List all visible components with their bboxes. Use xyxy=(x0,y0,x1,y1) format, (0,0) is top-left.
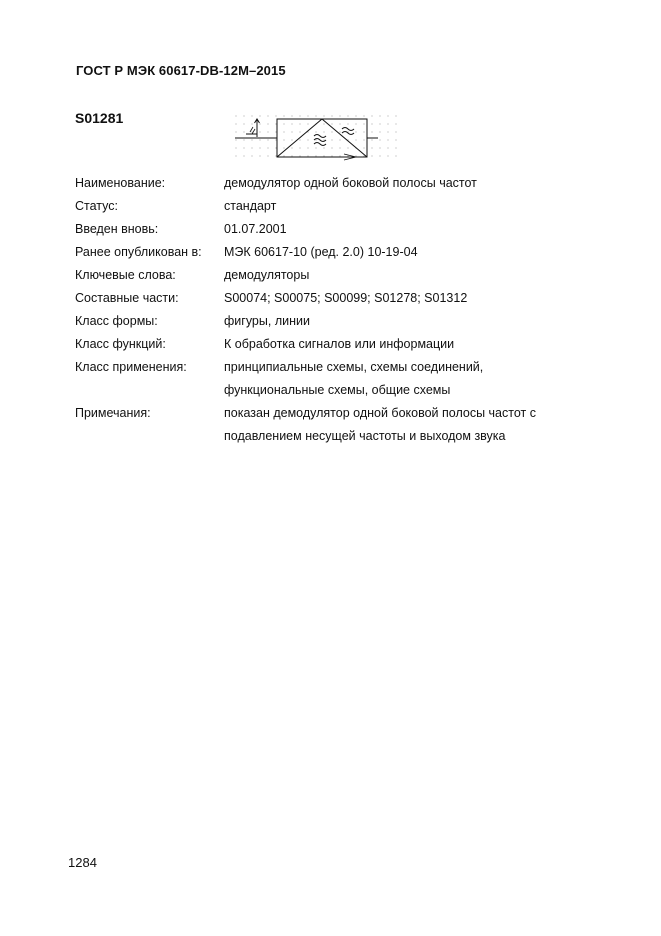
grid-dot xyxy=(331,131,332,132)
attribute-table xyxy=(75,172,595,448)
field-label: Класс функций: xyxy=(75,337,166,351)
grid-dot xyxy=(243,123,244,124)
grid-dot xyxy=(267,131,268,132)
grid-dot xyxy=(379,131,380,132)
field-values xyxy=(224,310,595,333)
grid-dot xyxy=(243,139,244,140)
grid-dot xyxy=(267,115,268,116)
grid-dot xyxy=(315,131,316,132)
grid-dot xyxy=(307,155,308,156)
grid-dot xyxy=(307,123,308,124)
field-value-line: МЭК 60617-10 (ред. 2.0) 10-19-04 xyxy=(224,245,418,259)
grid-dot xyxy=(387,155,388,156)
grid-dot xyxy=(339,147,340,148)
grid-dot xyxy=(275,139,276,140)
grid-dot xyxy=(283,123,284,124)
grid-dot xyxy=(331,115,332,116)
grid-dot xyxy=(299,139,300,140)
grid-dot xyxy=(339,123,340,124)
grid-dot xyxy=(291,123,292,124)
grid-dot xyxy=(395,131,396,132)
grid-dot xyxy=(331,155,332,156)
grid-dot xyxy=(283,139,284,140)
field-value-line: принципиальные схемы, схемы соединений, xyxy=(224,360,484,374)
field-values xyxy=(224,287,595,310)
grid-dot xyxy=(235,155,236,156)
grid-dot xyxy=(251,123,252,124)
field-label: Ранее опубликован в: xyxy=(75,245,202,259)
field-label: Класс формы: xyxy=(75,314,158,328)
grid-dot xyxy=(379,147,380,148)
grid-dot xyxy=(323,131,324,132)
grid-dot xyxy=(235,123,236,124)
grid-dot xyxy=(267,139,268,140)
grid-dot xyxy=(371,115,372,116)
grid-dot xyxy=(323,115,324,116)
grid-dot xyxy=(299,131,300,132)
field-row xyxy=(75,287,595,310)
grid-dot xyxy=(323,139,324,140)
grid-dot xyxy=(379,115,380,116)
grid-dot xyxy=(259,131,260,132)
field-values xyxy=(224,195,595,218)
grid-dot xyxy=(347,123,348,124)
grid-dot xyxy=(315,139,316,140)
grid-dot xyxy=(291,115,292,116)
field-label: Составные части: xyxy=(75,291,179,305)
grid-dot xyxy=(291,139,292,140)
grid-dot xyxy=(355,123,356,124)
grid-dot xyxy=(243,147,244,148)
field-values xyxy=(224,402,595,448)
field-label: Класс применения: xyxy=(75,360,187,374)
field-value-line: фигуры, линии xyxy=(224,314,310,328)
grid-dot xyxy=(323,147,324,148)
grid-dot xyxy=(355,115,356,116)
field-row xyxy=(75,172,595,195)
symbol-drawing xyxy=(235,119,378,160)
grid-dot xyxy=(299,147,300,148)
field-label: Ключевые слова: xyxy=(75,268,176,282)
field-values xyxy=(224,333,595,356)
grid-dot xyxy=(307,147,308,148)
grid-dot xyxy=(315,155,316,156)
grid-dot xyxy=(339,155,340,156)
box-diagonal-left xyxy=(277,119,322,157)
grid-dot xyxy=(395,139,396,140)
grid-dot xyxy=(387,147,388,148)
grid-dots xyxy=(235,115,396,156)
grid-dot xyxy=(275,115,276,116)
field-row xyxy=(75,333,595,356)
tilde-1c xyxy=(314,143,326,146)
grid-dot xyxy=(275,131,276,132)
field-row xyxy=(75,218,595,241)
grid-dot xyxy=(251,139,252,140)
field-row xyxy=(75,310,595,333)
tilde-1a xyxy=(314,135,326,138)
field-value-line: показан демодулятор одной боковой полосы частот с xyxy=(224,406,536,420)
suppression-hatch xyxy=(250,127,255,134)
field-row xyxy=(75,195,595,218)
grid-dot xyxy=(387,123,388,124)
grid-dot xyxy=(275,155,276,156)
grid-dot xyxy=(283,155,284,156)
grid-dot xyxy=(251,115,252,116)
grid-dot xyxy=(323,155,324,156)
field-value-line: подавлением несущей частоты и выходом звука xyxy=(224,429,506,443)
grid-dot xyxy=(387,139,388,140)
grid-dot xyxy=(267,155,268,156)
grid-dot xyxy=(347,115,348,116)
field-value-line: 01.07.2001 xyxy=(224,222,287,236)
field-values xyxy=(224,218,595,241)
field-values xyxy=(224,264,595,287)
grid-dot xyxy=(395,147,396,148)
grid-dot xyxy=(363,115,364,116)
field-values xyxy=(224,172,595,195)
grid-dot xyxy=(363,147,364,148)
field-value-line: демодуляторы xyxy=(224,268,310,282)
document-header: ГОСТ Р МЭК 60617-DB-12M–2015 xyxy=(76,63,286,78)
symbol-code: S01281 xyxy=(75,110,124,126)
grid-dot xyxy=(387,115,388,116)
grid-dot xyxy=(379,123,380,124)
grid-dot xyxy=(243,115,244,116)
grid-dot xyxy=(387,131,388,132)
grid-dot xyxy=(243,131,244,132)
grid-dot xyxy=(275,123,276,124)
grid-dot xyxy=(331,147,332,148)
grid-dot xyxy=(235,139,236,140)
grid-dot xyxy=(331,139,332,140)
field-value-line: демодулятор одной боковой полосы частот xyxy=(224,176,477,190)
grid-dot xyxy=(267,123,268,124)
grid-dot xyxy=(307,139,308,140)
demodulator-symbol-figure xyxy=(232,114,402,164)
field-values xyxy=(224,241,595,264)
box-diagonal-right xyxy=(322,119,367,157)
field-label: Введен вновь: xyxy=(75,222,159,236)
field-value-line: стандарт xyxy=(224,199,277,213)
field-value-line: К обработка сигналов или информации xyxy=(224,337,455,351)
grid-dot xyxy=(259,155,260,156)
converter-box xyxy=(277,119,367,157)
grid-dot xyxy=(307,115,308,116)
grid-dot xyxy=(283,115,284,116)
grid-dot xyxy=(371,139,372,140)
grid-dot xyxy=(235,147,236,148)
grid-dot xyxy=(339,139,340,140)
grid-dot xyxy=(251,155,252,156)
grid-dot xyxy=(283,131,284,132)
grid-dot xyxy=(371,123,372,124)
grid-dot xyxy=(355,131,356,132)
grid-dot xyxy=(235,115,236,116)
grid-dot xyxy=(243,155,244,156)
grid-dot xyxy=(291,147,292,148)
grid-dot xyxy=(283,147,284,148)
grid-dot xyxy=(363,123,364,124)
grid-dot xyxy=(339,115,340,116)
field-row xyxy=(75,241,595,264)
grid-dot xyxy=(235,131,236,132)
field-row xyxy=(75,264,595,287)
field-label: Наименование: xyxy=(75,176,166,190)
field-label: Примечания: xyxy=(75,406,151,420)
grid-dot xyxy=(363,139,364,140)
field-values xyxy=(224,356,595,402)
grid-dot xyxy=(371,155,372,156)
grid-dot xyxy=(331,123,332,124)
grid-dot xyxy=(339,131,340,132)
grid-dot xyxy=(395,155,396,156)
field-value-line: S00074; S00075; S00099; S01278; S01312 xyxy=(224,291,468,305)
page-number: 1284 xyxy=(68,855,97,870)
grid-dot xyxy=(291,155,292,156)
grid-dot xyxy=(259,123,260,124)
grid-dot xyxy=(299,123,300,124)
grid-dot xyxy=(363,155,364,156)
grid-dot xyxy=(315,147,316,148)
grid-dot xyxy=(371,147,372,148)
grid-dot xyxy=(291,131,292,132)
grid-dot xyxy=(363,131,364,132)
grid-dot xyxy=(251,147,252,148)
grid-dot xyxy=(315,115,316,116)
grid-dot xyxy=(259,139,260,140)
grid-dot xyxy=(395,115,396,116)
grid-dot xyxy=(323,123,324,124)
field-row xyxy=(75,402,595,448)
grid-dot xyxy=(275,147,276,148)
grid-dot xyxy=(379,155,380,156)
grid-dot xyxy=(267,147,268,148)
field-label: Статус: xyxy=(75,199,118,213)
tilde-2a xyxy=(342,128,354,131)
grid-dot xyxy=(379,139,380,140)
grid-dot xyxy=(251,131,252,132)
grid-dot xyxy=(347,155,348,156)
grid-dot xyxy=(395,123,396,124)
grid-dot xyxy=(299,115,300,116)
grid-dot xyxy=(355,139,356,140)
grid-dot xyxy=(299,155,300,156)
grid-dot xyxy=(347,147,348,148)
grid-dot xyxy=(259,115,260,116)
grid-dot xyxy=(259,147,260,148)
grid-dot xyxy=(371,131,372,132)
field-value-line: функциональные схемы, общие схемы xyxy=(224,383,451,397)
grid-dot xyxy=(355,155,356,156)
field-row xyxy=(75,356,595,402)
